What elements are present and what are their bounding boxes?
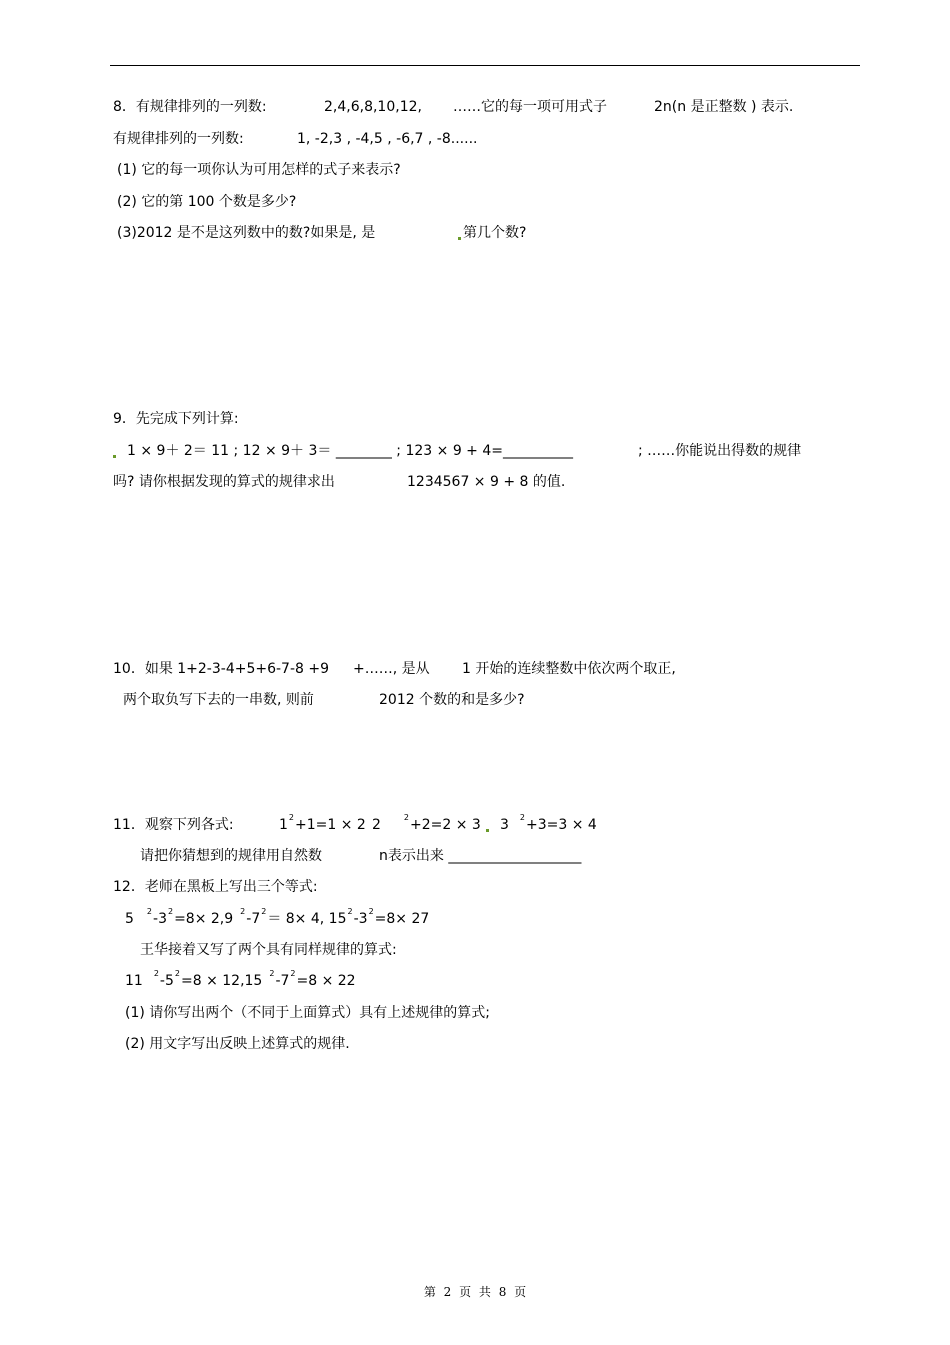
q10-text: +……, 是从 bbox=[353, 661, 430, 677]
green-mark bbox=[113, 455, 116, 458]
q10-line-2: 两个取负写下去的一串数, 则前 bbox=[123, 692, 314, 708]
page-number: 第 2 页 共 8 页 bbox=[423, 1285, 527, 1299]
q9-calculations: 1 × 9＋ 2＝ 11 ; 12 × 9＋ 3＝ ________ ; 123 × 9 + 4=__________ bbox=[127, 443, 573, 459]
q8-sequence: 2,4,6,8,10,12, bbox=[324, 99, 422, 115]
q12-part-2: (2) 用文字写出反映上述算式的规律. bbox=[125, 1036, 350, 1052]
q10-text-2: 1 开始的连续整数中依次两个取正, bbox=[462, 661, 676, 677]
q12-line-3: 王华接着又写了两个具有同样规律的算式: bbox=[140, 942, 397, 958]
q9-rule-question: ; ……你能说出得数的规律 bbox=[638, 443, 802, 459]
q8-sequence-2: 1, -2,3 , -4,5 , -6,7 , -8...... bbox=[297, 131, 478, 147]
q8-sequence-intro: 有规律排列的一列数: bbox=[113, 131, 244, 147]
q8-formula: 2n(n 是正整数 ) 表示. bbox=[654, 99, 794, 115]
q11-equation-3: 3 $^2$+3=3 × 4 bbox=[500, 813, 597, 833]
q12-title: 12．老师在黑板上写出三个等式: bbox=[113, 879, 318, 895]
q12-equations-2: 11 $^2-5^2=8 \times 12,15$ $^2-7^2=8 \times 22$ bbox=[125, 969, 356, 989]
q9-expression: 1234567 × 9 + 8 的值. bbox=[407, 474, 566, 490]
q11-equation-2: 2 $^2$+2=2 × 3 bbox=[372, 813, 481, 833]
q12-equations-1: 5 $^2-3^2=8\times 2,9$ $^2-7^2= 8\times 4$, $15^2-3^2=8\times 27$ bbox=[125, 907, 430, 927]
q9-line-3: 吗? 请你根据发现的算式的规律求出 bbox=[113, 474, 335, 490]
q11-label: 11．观察下列各式: bbox=[113, 817, 234, 833]
q9-title: 9．先完成下列计算: bbox=[113, 411, 239, 427]
q12-part-1: (1) 请你写出两个（不同于上面算式）具有上述规律的算式; bbox=[125, 1005, 490, 1021]
q8-part-1: (1) 它的每一项你认为可用怎样的式子来表示? bbox=[117, 162, 401, 178]
q10-question: 2012 个数的和是多少? bbox=[379, 692, 525, 708]
q8-part-3: (3)2012 是不是这列数中的数?如果是, 是 bbox=[117, 225, 376, 241]
green-mark bbox=[486, 829, 489, 832]
header-rule bbox=[110, 65, 860, 66]
q11-instruction: 请把你猜想到的规律用自然数 bbox=[140, 848, 322, 864]
q10-expression: 10．如果 1+2-3-4+5+6-7-8 +9 bbox=[113, 661, 330, 677]
q8-formula-text: ……它的每一项可用式子 bbox=[453, 99, 607, 115]
green-mark bbox=[458, 237, 461, 240]
q8-part-3-end: 第几个数? bbox=[463, 225, 527, 241]
q8-intro: 8．有规律排列的一列数: bbox=[113, 99, 267, 115]
q11-answer-blank: n表示出来 ___________________ bbox=[379, 848, 582, 864]
q8-part-2: (2) 它的第 100 个数是多少? bbox=[117, 194, 297, 210]
q11-equation-1: $1^2+1=1 \times 2$ bbox=[279, 813, 366, 833]
